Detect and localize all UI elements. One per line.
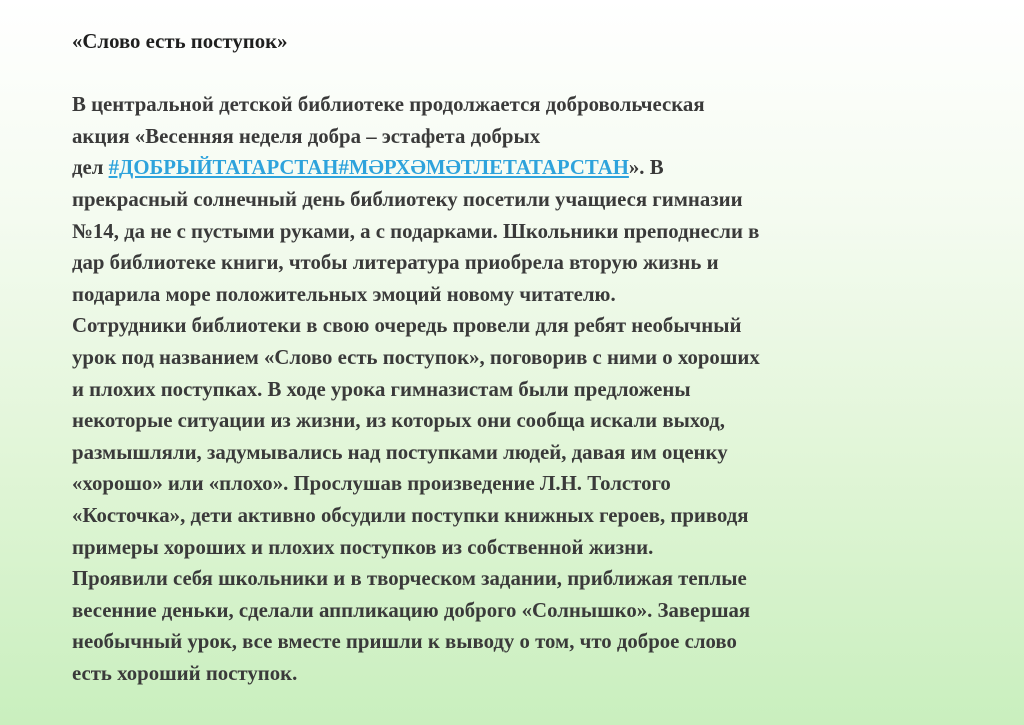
text-line: акция «Весенняя неделя добра – эстафета добрых — [72, 124, 541, 148]
text-line: дар библиотеке книги, чтобы литература приобрела вторую жизнь и — [72, 251, 719, 275]
text-fragment: дел — [72, 156, 109, 180]
text-line: Проявили себя школьники и в творческом задании, приближая теплые — [72, 567, 747, 591]
text-line: прекрасный солнечный день библиотеку посетили учащиеся гимназии — [72, 187, 743, 211]
text-line: весенние деньки, сделали аппликацию доброго «Солнышко». Завершая — [72, 598, 751, 622]
text-line: «Косточка», дети активно обсудили поступки книжных героев, приводя — [72, 503, 749, 527]
text-line: подарила море положительных эмоций новому читателю. — [72, 282, 616, 306]
body-text — [72, 89, 952, 689]
text-fragment: ». В — [628, 156, 664, 180]
text-line: урок под названием «Слово есть поступок», поговорив с ними о хороших — [72, 345, 760, 369]
text-line: есть хороший поступок. — [72, 661, 298, 685]
text-line: В центральной детской библиотеке продолжается добровольческая — [72, 93, 705, 117]
text-line: Сотрудники библиотеки в свою очередь провели для ребят необычный — [72, 314, 742, 338]
text-line: размышляли, задумывались над поступками людей, давая им оценку — [72, 440, 728, 464]
text-line: необычный урок, все вместе пришли к выводу о том, что доброе слово — [72, 630, 737, 654]
text-line: и плохих поступках. В ходе урока гимназистам были предложены — [72, 377, 691, 401]
slide-title: «Слово есть поступок» — [72, 30, 288, 53]
text-line: некоторые ситуации из жизни, из которых они сообща искали выход, — [72, 409, 725, 433]
text-line: примеры хороших и плохих поступков из собственной жизни. — [72, 535, 654, 559]
text-line: «хорошо» или «плохо». Прослушав произведение Л.Н. Толстого — [72, 472, 671, 496]
blank-line — [72, 58, 952, 90]
hashtag-link[interactable]: #ДОБРЫЙТАТАРСТАН#МӘРХӘМӘТЛЕТАТАРСТАН — [108, 156, 629, 180]
slide-content — [72, 26, 952, 689]
text-line-with-hashtag — [72, 152, 952, 184]
text-line: №14, да не с пустыми руками, а с подарками. Школьники преподнесли в — [72, 219, 760, 243]
